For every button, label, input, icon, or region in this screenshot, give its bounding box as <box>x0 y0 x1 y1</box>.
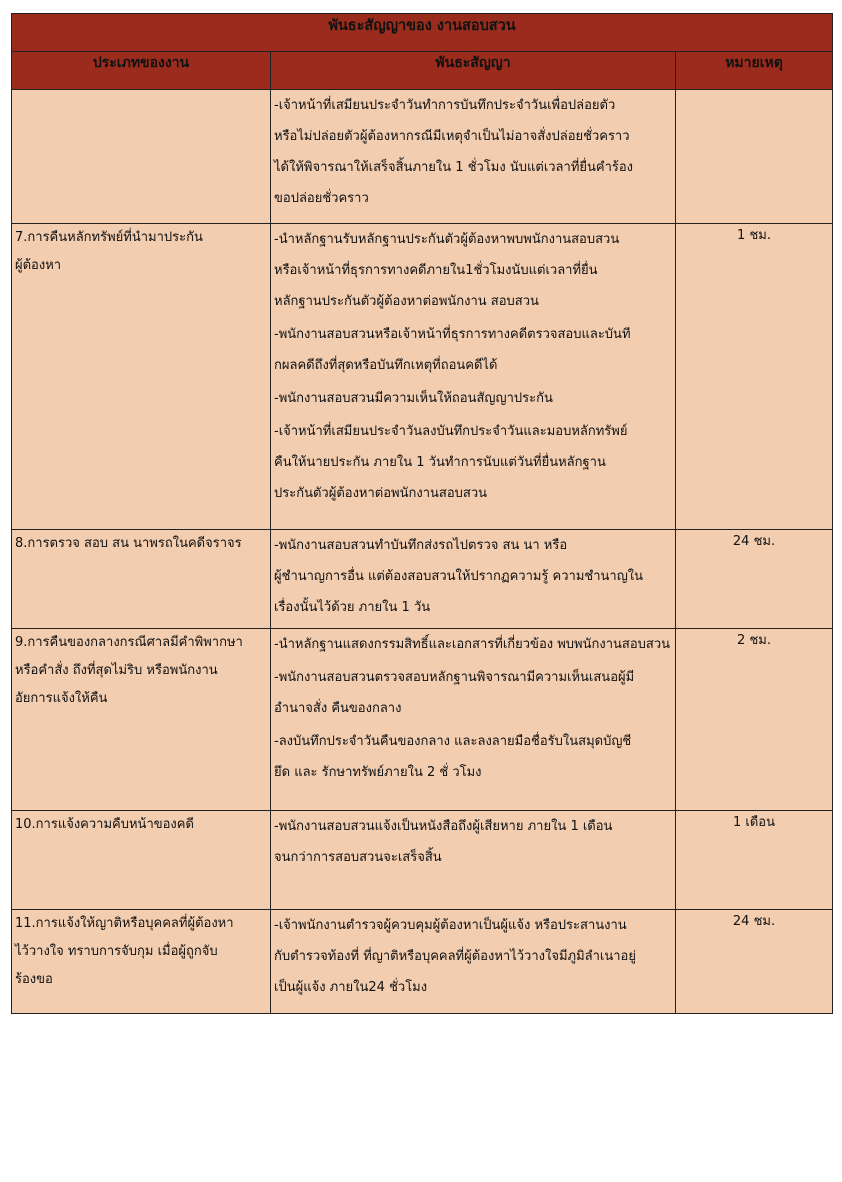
commitment-line: -ลงบันทึกประจำวันคืนของกลาง และลงลายมือชื่อรับในสมุดบัญชี <box>274 734 632 749</box>
table-row <box>12 530 833 629</box>
commitment-paragraph <box>274 726 672 788</box>
table-title-row <box>12 14 833 52</box>
commitment-line: อำนาจสั่ง คืนของกลาง <box>274 701 402 716</box>
commitment-line: -พนักงานสอบสวนหรือเจ้าหน้าที่ธุรการทางคดีตรวจสอบและบันที <box>274 327 631 342</box>
work-type-line: 9.การคืนของกลางกรณีศาลมีคำพิพากษา <box>15 635 243 650</box>
commitment-line: -นำหลักฐานแสดงกรรมสิทธิ์และเอกสารที่เกี่ยวข้อง พบพนักงานสอบสวน <box>274 637 671 652</box>
commitment-line: ได้ให้พิจารณาให้เสร็จสิ้นภายใน 1 ชั่วโมง นับแต่เวลาที่ยื่นคำร้อง <box>274 160 634 175</box>
work-type-line: หรือคำสั่ง ถึงที่สุดไม่ริบ หรือพนักงาน <box>15 663 218 678</box>
commitment-line: ประกันตัวผู้ต้องหาต่อพนักงานสอบสวน <box>274 486 488 501</box>
commitment-line: คืนให้นายประกัน ภายใน 1 วันทำการนับแต่วันที่ยื่นหลักฐาน <box>274 455 606 470</box>
commitment-paragraph <box>274 90 672 214</box>
work-type-line: 8.การตรวจ สอบ สน นาพรถในคดีจราจร <box>15 536 242 551</box>
work-type-line: ผู้ต้องหา <box>15 258 62 273</box>
commitment-paragraph <box>274 319 672 381</box>
header-note: หมายเหตุ <box>676 52 833 90</box>
work-type-line: ไว้วางใจ ทราบการจับกุม เมื่อผู้ถูกจับ <box>15 944 218 959</box>
table-title: พันธะสัญญาของ งานสอบสวน <box>12 14 833 52</box>
commitment-line: จนกว่าการสอบสวนจะเสร็จสิ้น <box>274 850 442 865</box>
commitment-line: หรือเจ้าหน้าที่ธุรการทางคดีภายใน1ชั่วโมงนับแต่เวลาที่ยื่น <box>274 263 598 278</box>
commitment-line: -นำหลักฐานรับหลักฐานประกันตัวผู้ต้องหาพบพนักงานสอบสวน <box>274 232 620 247</box>
cell-note: 24 ชม. <box>676 910 833 1014</box>
commitment-line: เรื่องนั้นไว้ด้วย ภายใน 1 วัน <box>274 600 431 615</box>
cell-work-type <box>12 90 271 224</box>
commitment-line: กผลคดีถึงที่สุดหรือบันทึกเหตุที่ถอนคดีได้ <box>274 358 498 373</box>
work-type-line: อัยการแจ้งให้คืน <box>15 691 108 706</box>
work-type-line: 7.การคืนหลักทรัพย์ที่นำมาประกัน <box>15 230 203 245</box>
commitment-line: -พนักงานสอบสวนแจ้งเป็นหนังสือถึงผู้เสียหาย ภายใน 1 เดือน <box>274 819 613 834</box>
table-row <box>12 224 833 530</box>
commitment-line: -พนักงานสอบสวนมีความเห็นให้ถอนสัญญาประกัน <box>274 391 553 406</box>
work-type-line: 10.การแจ้งความคืบหน้าของคดี <box>15 817 194 832</box>
cell-commitment <box>271 224 676 530</box>
commitment-line: -พนักงานสอบสวนตรวจสอบหลักฐานพิจารณามีความเห็นเสนอผู้มี <box>274 670 635 685</box>
commitment-line: -เจ้าหน้าที่เสมียนประจำวันทำการบันทึกประจำวันเพื่อปล่อยตัว <box>274 98 616 113</box>
table-row <box>12 811 833 910</box>
cell-note: 1 ชม. <box>676 224 833 530</box>
cell-note: 1 เดือน <box>676 811 833 910</box>
commitment-line: -เจ้าพนักงานตำรวจผู้ควบคุมผู้ต้องหาเป็นผู้แจ้ง หรือประสานงาน <box>274 918 627 933</box>
work-type-line: ร้องขอ <box>15 972 53 987</box>
commitment-paragraph <box>274 662 672 724</box>
commitment-paragraph <box>274 910 672 1003</box>
commitment-paragraph <box>274 811 672 873</box>
header-type: ประเภทของงาน <box>12 52 271 90</box>
commitment-line: กับตำรวจท้องที่ ที่ญาติหรือบุคคลที่ผู้ต้องหาไว้วางใจมีภูมิลำเนาอยู่ <box>274 949 636 964</box>
commitment-line: หลักฐานประกันตัวผู้ต้องหาต่อพนักงาน สอบสวน <box>274 294 539 309</box>
commitment-paragraph <box>274 416 672 509</box>
service-commitment-table <box>11 13 833 1014</box>
cell-work-type <box>12 224 271 530</box>
commitment-paragraph <box>274 224 672 317</box>
cell-note: 2 ชม. <box>676 629 833 811</box>
table-header-row <box>12 52 833 90</box>
commitment-paragraph <box>274 629 672 660</box>
commitment-line: ขอปล่อยชั่วคราว <box>274 191 369 206</box>
cell-work-type <box>12 910 271 1014</box>
work-type-line: 11.การแจ้งให้ญาติหรือบุคคลที่ผู้ต้องหา <box>15 916 234 931</box>
cell-work-type <box>12 811 271 910</box>
table-body <box>12 90 833 1014</box>
cell-commitment <box>271 90 676 224</box>
table-row <box>12 90 833 224</box>
cell-note: 24 ชม. <box>676 530 833 629</box>
cell-commitment <box>271 629 676 811</box>
table-row <box>12 629 833 811</box>
cell-commitment <box>271 811 676 910</box>
header-promise: พันธะสัญญา <box>271 52 676 90</box>
commitment-line: -เจ้าหน้าที่เสมียนประจำวันลงบันทึกประจำวันและมอบหลักทรัพย์ <box>274 424 628 439</box>
cell-work-type <box>12 530 271 629</box>
commitment-line: เป็นผู้แจ้ง ภายใน24 ชั่วโมง <box>274 980 428 995</box>
commitment-paragraph <box>274 530 672 623</box>
commitment-line: ยึด และ รักษาทรัพย์ภายใน 2 ชั่ วโมง <box>274 765 482 780</box>
cell-commitment <box>271 910 676 1014</box>
cell-commitment <box>271 530 676 629</box>
cell-work-type <box>12 629 271 811</box>
cell-note <box>676 90 833 224</box>
commitment-line: ผู้ชำนาญการอื่น แต่ต้องสอบสวนให้ปรากฏความรู้ ความชำนาญใน <box>274 569 644 584</box>
commitment-paragraph <box>274 383 672 414</box>
commitment-line: หรือไม่ปล่อยตัวผู้ต้องหากรณีมีเหตุจำเป็นไม่อาจสั่งปล่อยชั่วคราว <box>274 129 630 144</box>
table-row <box>12 910 833 1014</box>
commitment-line: -พนักงานสอบสวนทำบันทึกส่งรถไปตรวจ สน นา หรือ <box>274 538 568 553</box>
